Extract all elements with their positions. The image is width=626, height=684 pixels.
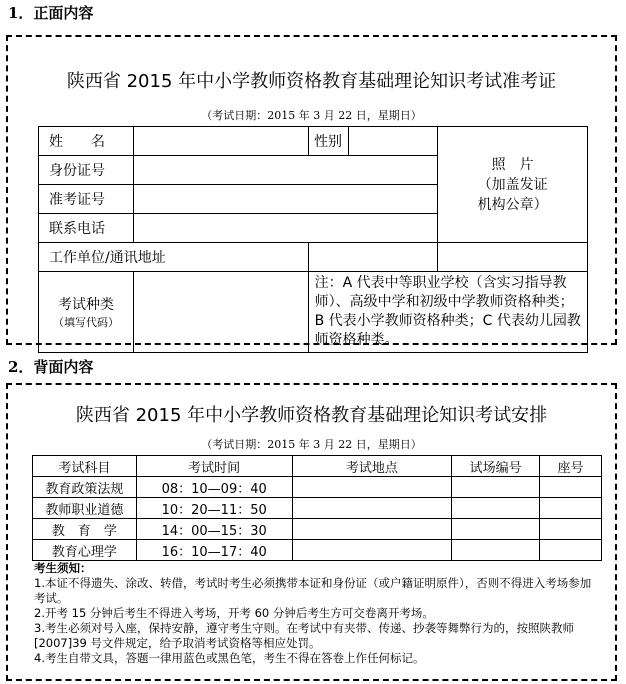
time-cell: 16：10—17：40 xyxy=(136,540,292,561)
notice-block xyxy=(34,561,594,666)
gender-label: 性别 xyxy=(308,127,348,156)
name-label: 姓 名 xyxy=(39,127,134,156)
front-card xyxy=(6,35,617,348)
exam-type-note: 注：A 代表中等职业学校（含实习指导教师）、高级中学和初级中学教师资格种类；B 代表小学教师资格种类；C 代表幼儿园教师资格种类。 xyxy=(308,272,587,353)
table-row xyxy=(33,477,602,498)
gender-field[interactable] xyxy=(348,127,438,156)
back-card xyxy=(6,383,617,681)
phone-label: 联系电话 xyxy=(39,214,134,243)
location-cell[interactable] xyxy=(292,477,452,498)
photo-box xyxy=(438,127,588,243)
photo-stamp-note-2: 机构公章） xyxy=(477,196,548,213)
front-title: 陕西省 2015 年中小学教师资格教育基础理论知识考试准考证 xyxy=(66,71,557,92)
notice-item-2: 2.开考 15 分钟后考生不得进入考场，开考 60 分钟后考生方可交卷离开考场。 xyxy=(34,606,434,620)
table-row xyxy=(33,519,602,540)
time-cell: 10：20—11：50 xyxy=(136,498,292,519)
header-location: 考试地点 xyxy=(292,456,452,477)
ticket-number-label: 准考证号 xyxy=(39,185,134,214)
header-subject: 考试科目 xyxy=(33,456,137,477)
subject-cell: 教师职业道德 xyxy=(33,498,137,519)
header-time: 考试时间 xyxy=(136,456,292,477)
location-cell[interactable] xyxy=(292,498,452,519)
subject-cell: 教育心理学 xyxy=(33,540,137,561)
photo-stamp-note-1: （加盖发证 xyxy=(477,176,548,193)
work-address-label: 工作单位/通讯地址 xyxy=(39,243,309,272)
header-room: 试场编号 xyxy=(452,456,540,477)
room-cell[interactable] xyxy=(452,519,540,540)
location-cell[interactable] xyxy=(292,540,452,561)
name-field[interactable] xyxy=(133,127,308,156)
seat-cell[interactable] xyxy=(540,498,602,519)
schedule-table xyxy=(32,455,602,561)
id-card-label: 身份证号 xyxy=(39,156,134,185)
phone-field[interactable] xyxy=(133,214,437,243)
ticket-number-field[interactable] xyxy=(133,185,437,214)
back-title: 陕西省 2015 年中小学教师资格教育基础理论知识考试安排 xyxy=(75,405,548,426)
table-row xyxy=(33,540,602,561)
id-card-field[interactable] xyxy=(133,156,437,185)
photo-label: 照 片 xyxy=(491,156,534,173)
subject-cell: 教育政策法规 xyxy=(33,477,137,498)
room-cell[interactable] xyxy=(452,498,540,519)
exam-type-sublabel: （填写代码） xyxy=(52,316,119,329)
front-date: （考试日期：2015 年 3 月 22 日，星期日） xyxy=(201,109,422,122)
seat-cell[interactable] xyxy=(540,477,602,498)
seat-cell[interactable] xyxy=(540,540,602,561)
notice-item-1: 1.本证不得遗失、涂改、转借，考试时考生必须携带本证和身份证（或户籍证明原件），否则不得进入考场参加考试。 xyxy=(34,576,592,605)
table-row xyxy=(33,498,602,519)
back-section-title: 2．背面内容 xyxy=(8,358,94,376)
seat-cell[interactable] xyxy=(540,519,602,540)
room-cell[interactable] xyxy=(452,540,540,561)
room-cell[interactable] xyxy=(452,477,540,498)
header-seat: 座号 xyxy=(540,456,602,477)
front-info-table xyxy=(38,126,588,353)
notice-item-3: 3.考生必须对号入座，保持安静，遵守考生守则。在考试中有夹带、传递、抄袭等舞弊行为的，按照陕教师[2007]39 号文件规定，给予取消考试资格等相应处罚。 xyxy=(34,621,574,650)
front-section-title: 1．正面内容 xyxy=(8,4,94,22)
time-cell: 08：10—09：40 xyxy=(136,477,292,498)
exam-type-cell xyxy=(39,272,134,353)
exam-type-field[interactable] xyxy=(133,272,308,353)
work-address-field[interactable] xyxy=(308,243,438,272)
photo-box-bottom xyxy=(438,243,588,272)
notice-item-4: 4.考生自带文具，答题一律用蓝色或黑色笔，考生不得在答卷上作任何标记。 xyxy=(34,651,425,665)
notice-title: 考生须知： xyxy=(34,561,92,575)
back-date: （考试日期：2015 年 3 月 22 日，星期日） xyxy=(201,438,422,451)
subject-cell: 教 育 学 xyxy=(33,519,137,540)
exam-type-label: 考试种类 xyxy=(57,297,114,313)
location-cell[interactable] xyxy=(292,519,452,540)
time-cell: 14：00—15：30 xyxy=(136,519,292,540)
